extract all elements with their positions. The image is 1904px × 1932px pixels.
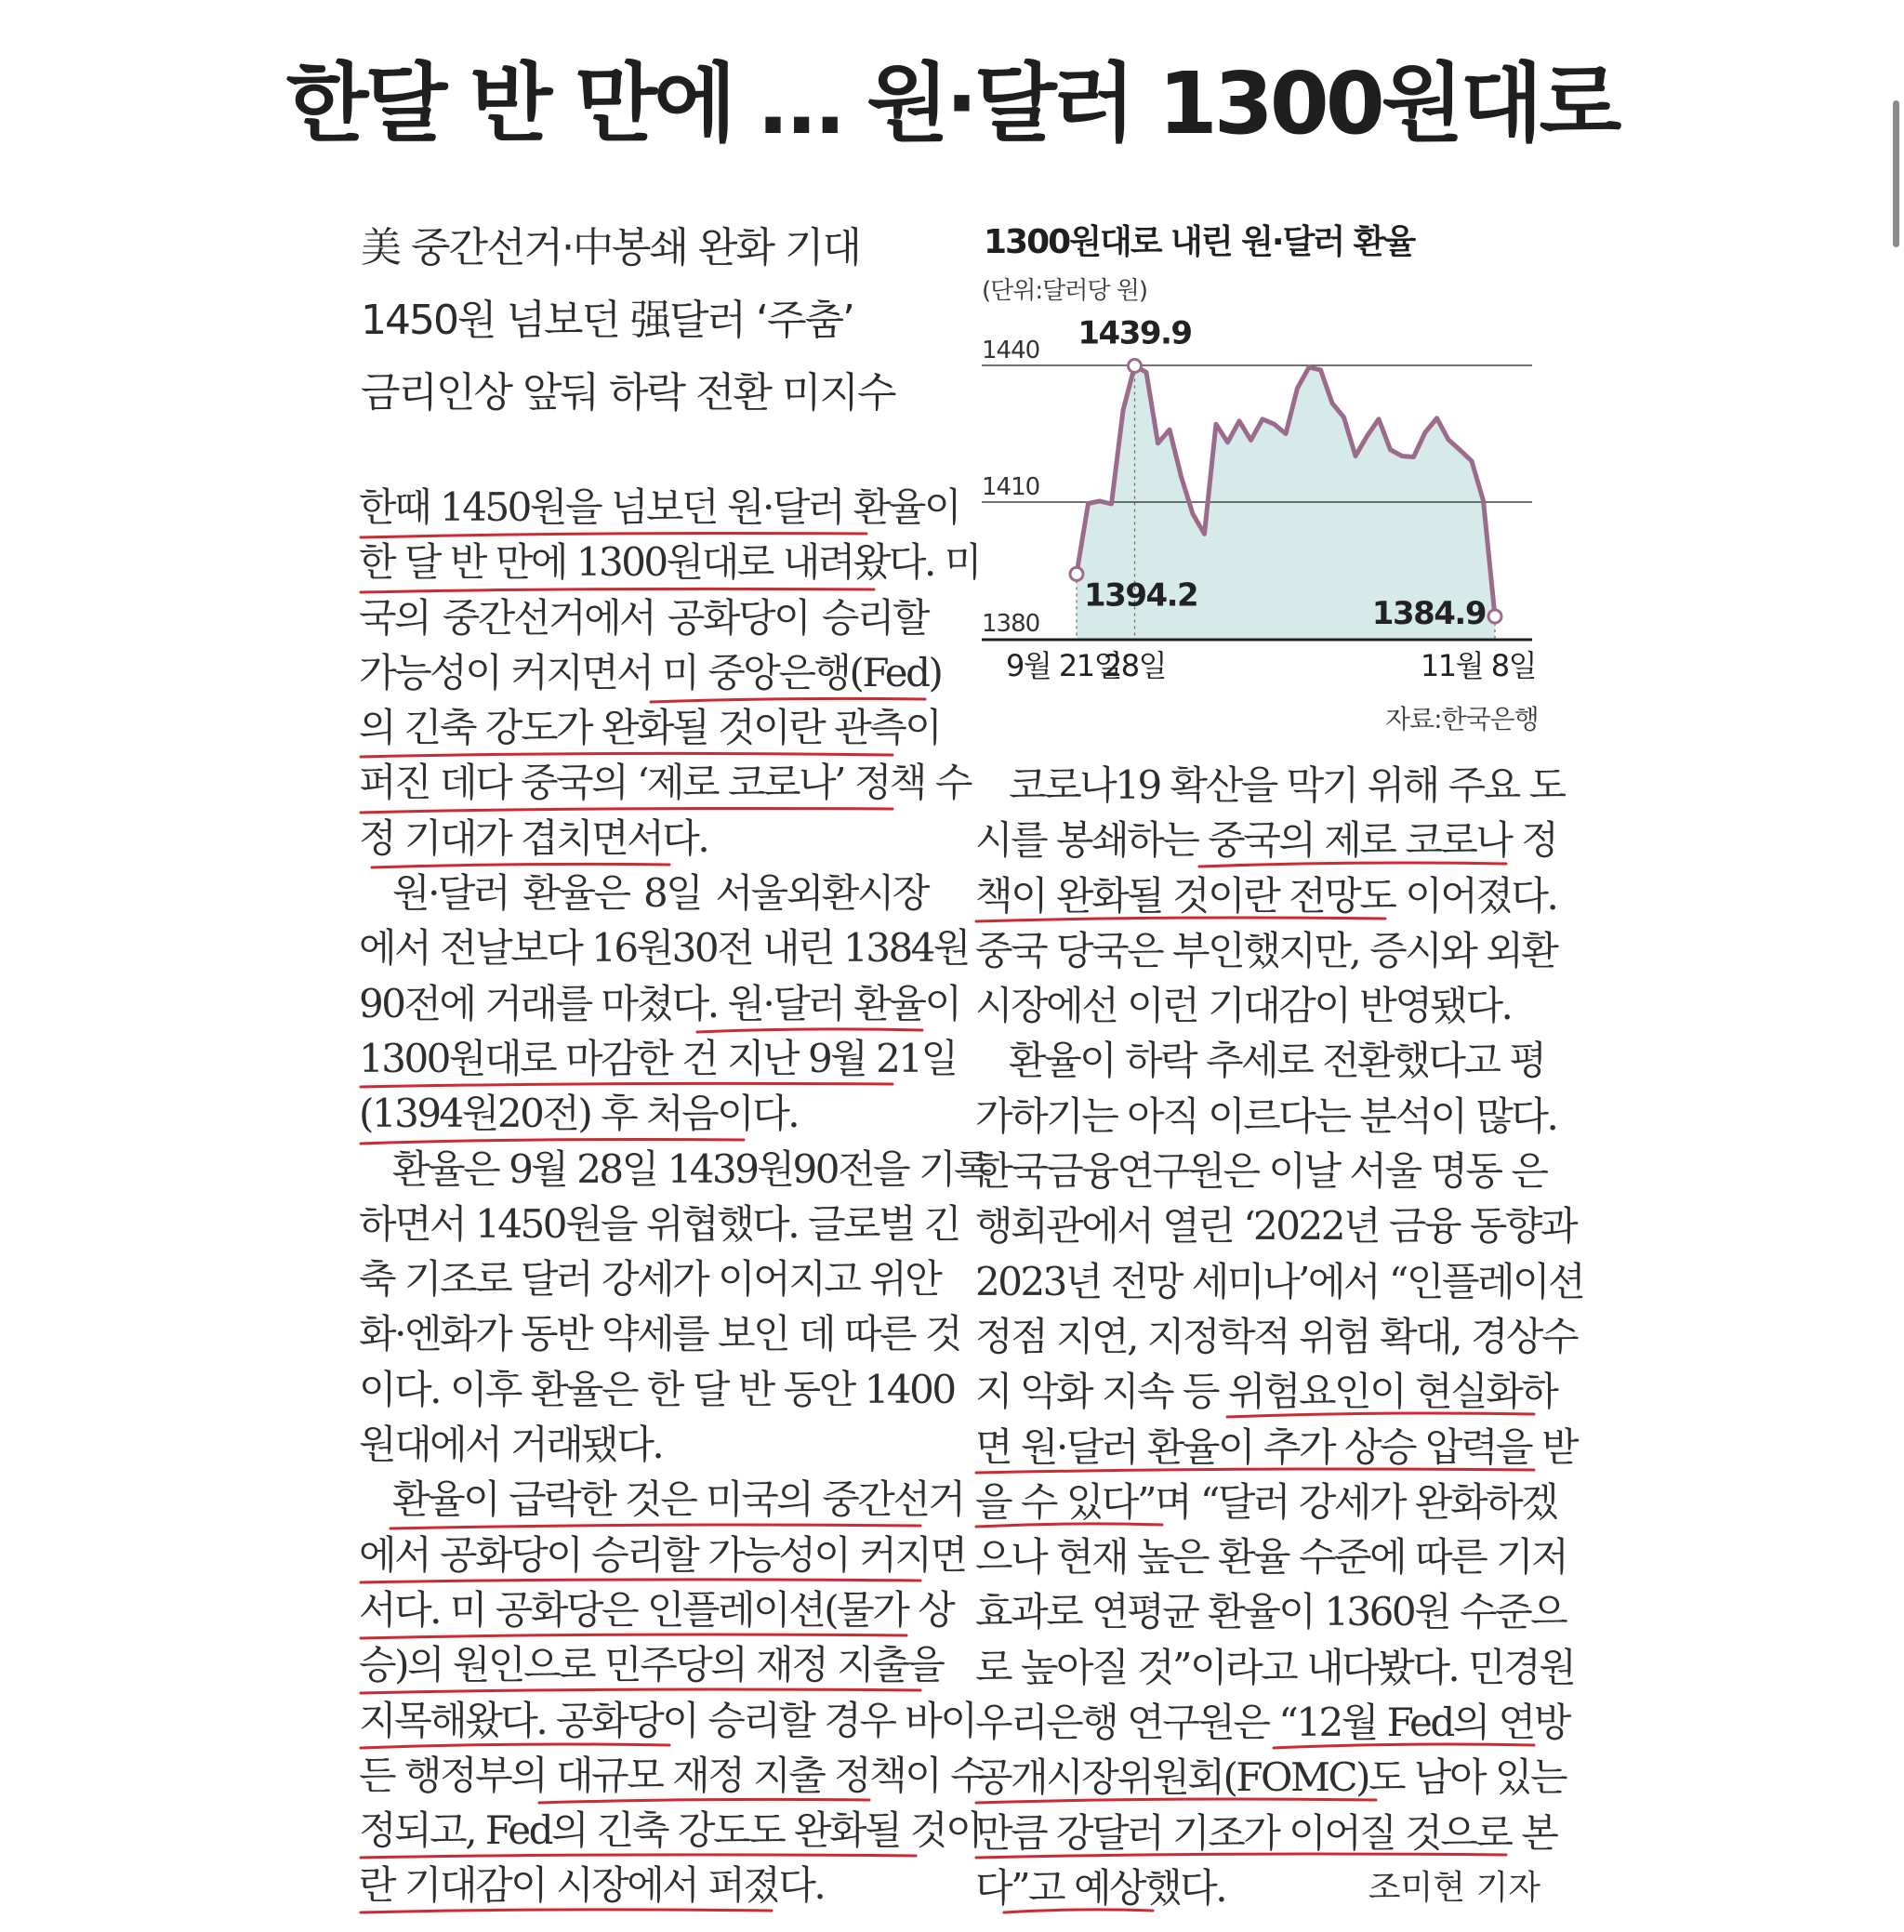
subhead-2: 1450원 넘보던 强달러 ‘주춤’	[361, 297, 853, 344]
body-line: 정되고, Fed의 긴축 강도도 완화될 것이	[359, 1807, 982, 1854]
body-line: 한 달 반 만에 1300원대로 내려왔다. 미	[359, 539, 980, 586]
body-line: 서다. 미 공화당은 인플레이션(물가 상	[359, 1586, 954, 1633]
subheads	[361, 212, 937, 430]
body-line: 을 수 있다”며 “달러 강세가 완화하겠	[975, 1478, 1557, 1525]
body-line: 면 원·달러 환율이 추가 상승 압력을 받	[975, 1423, 1578, 1470]
body-line: 환율은 9월 28일 1439원90전을 기록	[392, 1145, 990, 1192]
x-tick-label: 11월 8일	[1420, 648, 1536, 683]
data-point-marker	[1129, 359, 1142, 372]
body-line: 한국금융연구원은 이날 서울 명동 은	[975, 1148, 1547, 1195]
body-line: 에서 공화당이 승리할 가능성이 커지면	[359, 1531, 966, 1578]
body-line: 지목해왔다. 공화당이 승리할 경우 바이	[359, 1697, 976, 1743]
body-line: 책이 완화될 것이란 전망도 이어졌다.	[975, 872, 1557, 919]
body-line: 2023년 전망 세미나’에서 “인플레이션	[975, 1258, 1584, 1304]
article-body-left	[359, 480, 990, 1913]
chart-unit: (단위:달러당 원)	[982, 277, 1148, 305]
y-tick-label: 1440	[982, 337, 1040, 364]
body-line: 환율이 급락한 것은 미국의 중간선거	[392, 1476, 964, 1523]
chart-source: 자료:한국은행	[1385, 704, 1539, 734]
exchange-rate-chart	[967, 307, 1543, 697]
body-line: 정 기대가 겹치면서다.	[359, 814, 708, 861]
body-line: 축 기조로 달러 강세가 이어지고 위안	[359, 1256, 941, 1303]
x-tick-label: 9월 21일	[1005, 648, 1122, 683]
data-label: 1394.2	[1084, 576, 1198, 615]
y-tick-label: 1380	[982, 610, 1040, 638]
body-line: 으나 현재 높은 환율 수준에 따른 기저	[975, 1534, 1567, 1581]
subhead-3: 금리인상 앞둬 하락 전환 미지수	[361, 369, 895, 417]
body-line: 효과로 연평균 환율이 1360원 수준으	[975, 1589, 1567, 1635]
body-line: 든 행정부의 대규모 재정 지출 정책이 수	[359, 1752, 986, 1798]
body-line: 승)의 원인으로 민주당의 재정 지출을	[359, 1642, 944, 1688]
article-body-right	[975, 758, 1584, 1915]
data-point-marker	[1488, 610, 1501, 623]
body-line: 우리은행 연구원은 “12월 Fed의 연방	[975, 1700, 1569, 1746]
body-line: 환율이 하락 추세로 전환했다고 평	[1009, 1038, 1545, 1084]
body-line: 이다. 이후 환율은 한 달 반 동안 1400	[359, 1366, 955, 1412]
body-line: 중국 당국은 부인했지만, 증시와 외환	[975, 927, 1557, 973]
body-line: 의 긴축 강도가 완화될 것이란 관측이	[359, 705, 941, 751]
body-line: 가하기는 아직 이르다는 분석이 많다.	[975, 1092, 1557, 1139]
body-line: 90전에 거래를 마쳤다. 원·달러 환율이	[359, 980, 960, 1026]
body-line: 코로나19 확산을 막기 위해 주요 도	[1009, 762, 1565, 808]
body-line: 정점 지연, 지정학적 위험 확대, 경상수	[975, 1313, 1578, 1359]
body-line: 만큼 강달러 기조가 이어질 것으로 본	[975, 1809, 1557, 1856]
x-tick-label: 28일	[1103, 648, 1167, 683]
closing-row	[975, 1860, 1540, 1915]
data-label: 1384.9	[1371, 594, 1486, 632]
body-line: 공개시장위원회(FOMC)도 남아 있는	[975, 1754, 1567, 1801]
body-line: 다”고 예상했다.	[975, 1864, 1226, 1911]
body-line: 원대에서 거래됐다.	[359, 1422, 663, 1468]
body-line: 에서 전날보다 16원30전 내린 1384원	[359, 925, 969, 972]
body-line: 1300원대로 마감한 건 지난 9월 21일	[359, 1035, 957, 1081]
body-line: 화·엔화가 동반 약세를 보인 데 따른 것	[359, 1311, 961, 1357]
subhead-1: 美 중간선거·中봉쇄 완화 기대	[361, 224, 860, 271]
body-line: 지 악화 지속 등 위험요인이 현실화하	[975, 1369, 1557, 1415]
body-line: 하면서 1450원을 위협했다. 글로벌 긴	[359, 1200, 960, 1247]
body-line: 행회관에서 열린 ‘2022년 금융 동향과	[975, 1203, 1577, 1250]
body-line: 로 높아질 것”이라고 내다봤다. 민경원	[975, 1644, 1575, 1690]
body-line: 퍼진 데다 중국의 ‘제로 코로나’ 정책 수	[359, 760, 971, 806]
scrollbar[interactable]	[1893, 100, 1899, 247]
body-line: 한때 1450원을 넘보던 원·달러 환율이	[359, 484, 960, 530]
y-tick-label: 1410	[982, 473, 1040, 501]
body-line: 국의 중간선거에서 공화당이 승리할	[359, 594, 928, 641]
body-line: 란 기대감이 시장에서 퍼졌다.	[359, 1862, 825, 1909]
byline: 조미현 기자	[1368, 1868, 1540, 1907]
body-line: 가능성이 커지면서 미 중앙은행(Fed)	[359, 649, 942, 695]
data-label: 1439.9	[1078, 314, 1192, 352]
body-line: 원·달러 환율은 8일 서울외환시장	[392, 870, 928, 917]
headline: 한달 반 만에 … 원·달러 1300원대로	[285, 54, 1619, 153]
data-point-marker	[1070, 567, 1083, 580]
body-line: 시장에선 이런 기대감이 반영됐다.	[975, 983, 1512, 1029]
chart-title: 1300원대로 내린 원·달러 환율	[984, 223, 1415, 261]
body-line: (1394원20전) 후 처음이다.	[359, 1091, 799, 1137]
body-line: 시를 봉쇄하는 중국의 제로 코로나 정	[975, 817, 1557, 864]
